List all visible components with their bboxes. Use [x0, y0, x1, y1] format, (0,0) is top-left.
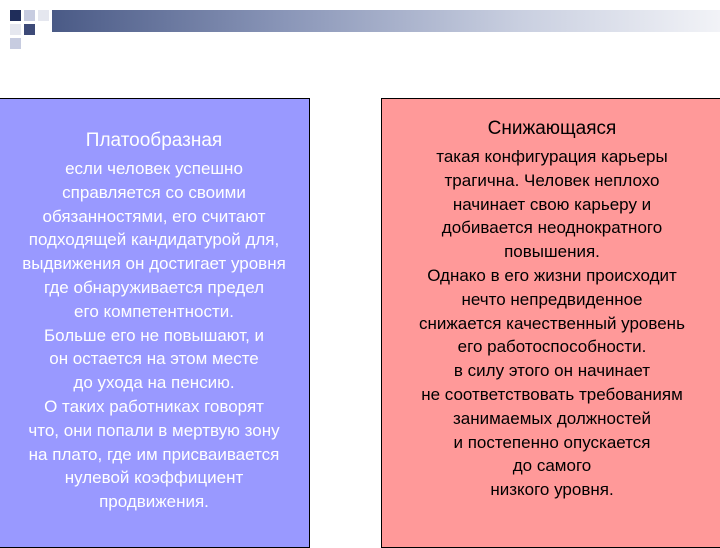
decor-square — [10, 10, 21, 21]
text-line: трагична. Человек неплохо — [444, 170, 660, 190]
text-line: на плато, где им присваивается — [28, 444, 280, 464]
text-line: до самого — [512, 456, 592, 476]
text-line: нулевой коэффициент — [64, 468, 244, 488]
text-line: в силу этого он начинает — [453, 361, 651, 381]
text-line: добивается неоднократного — [441, 218, 663, 238]
decor-square — [24, 24, 35, 35]
declining-title: Снижающаяся — [487, 118, 617, 139]
text-line: выдвижения он достигает уровня — [22, 254, 286, 274]
plateau-description — [0, 157, 309, 514]
plateau-career-panel — [0, 98, 310, 548]
text-line: подходящей кандидатурой для, — [28, 230, 280, 250]
text-line: до ухода на пенсию. — [73, 373, 235, 393]
decor-square — [10, 38, 21, 49]
text-line: справляется со своими — [62, 182, 246, 202]
declining-description — [382, 145, 720, 502]
text-line: его компетентности. — [74, 301, 234, 321]
decor-square — [10, 24, 21, 35]
text-line: его работоспособности. — [457, 337, 647, 357]
text-line: Больше его не повышают, и — [43, 325, 265, 345]
text-line: снижается качественный уровень — [419, 313, 685, 333]
text-line: Однако в его жизни происходит — [427, 265, 677, 285]
text-line: если человек успешно — [65, 159, 243, 178]
text-line: такая конфигурация карьеры — [436, 147, 668, 166]
text-line: О таких работниках говорят — [44, 396, 264, 416]
decor-square — [24, 10, 35, 21]
text-line: он остается на этом месте — [49, 349, 259, 369]
text-line: повышения. — [504, 242, 600, 262]
text-line: занимаемых должностей — [452, 408, 652, 428]
header-gradient-bar — [52, 10, 720, 32]
text-line: начинает свою карьеру и — [452, 194, 652, 214]
text-line: нечто непредвиденное — [461, 289, 643, 309]
text-line: что, они попали в мертвую зону — [28, 420, 280, 440]
plateau-title: Платообразная — [85, 130, 223, 151]
declining-career-panel — [381, 98, 720, 548]
decor-square — [38, 10, 49, 21]
text-line: и постепенно опускается — [453, 432, 651, 452]
text-line: продвижения. — [99, 492, 209, 512]
text-line: обязанностями, его считают — [42, 206, 266, 226]
text-line: где обнаруживается предел — [43, 277, 265, 297]
text-line: низкого уровня. — [490, 480, 614, 500]
text-line: не соответствовать требованиям — [421, 384, 683, 404]
